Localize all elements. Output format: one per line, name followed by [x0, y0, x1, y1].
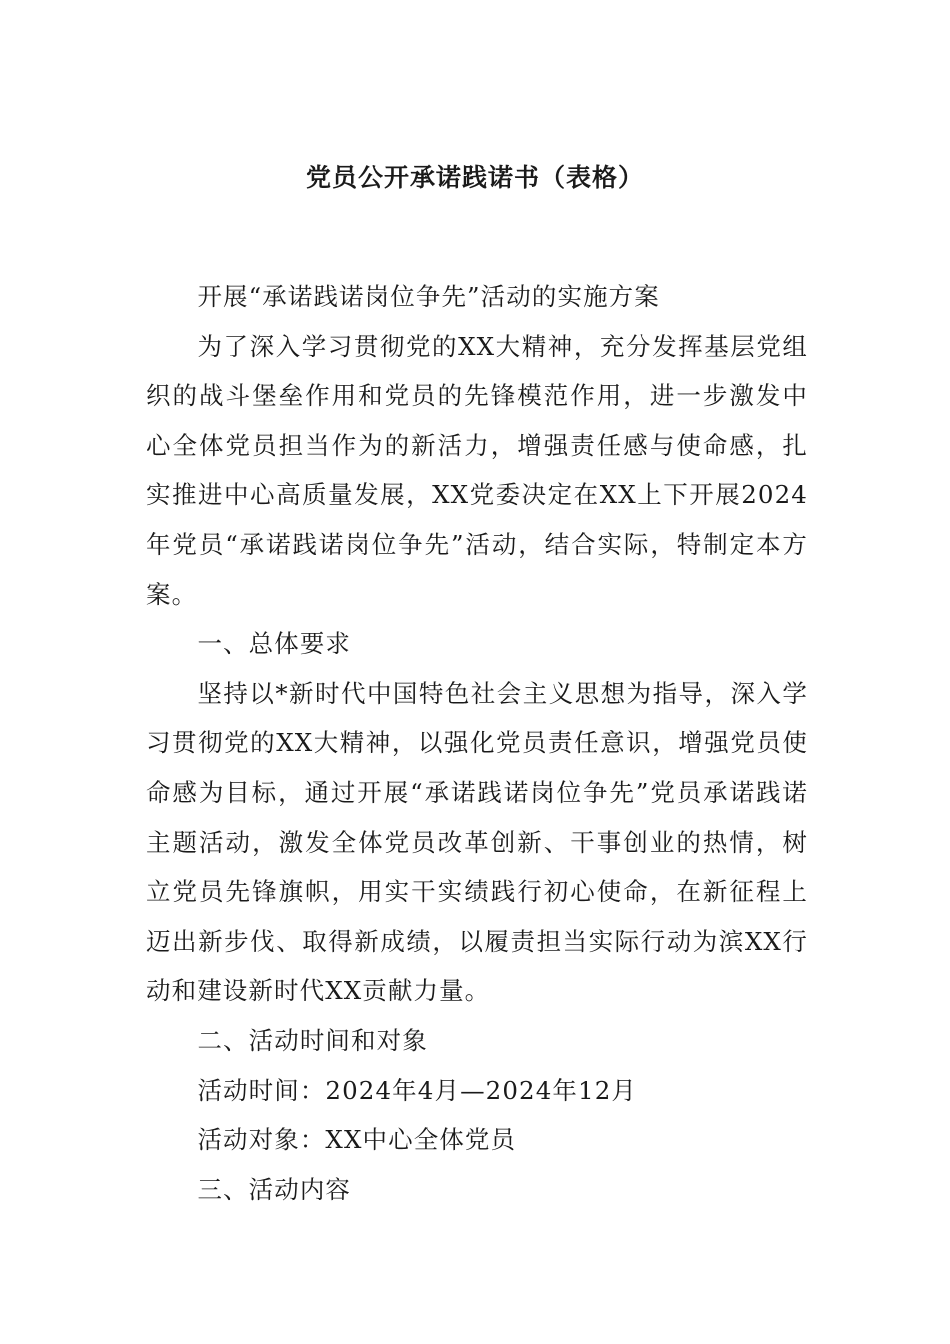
section-heading-3: 三、活动内容 — [197, 1174, 352, 1204]
document-body — [146, 272, 808, 1214]
activity-target: 活动对象：XX中心全体党员 — [197, 1125, 517, 1155]
section-heading-1: 一、总体要求 — [197, 629, 352, 659]
intro-paragraph: 为了深入学习贯彻党的XX大精神，充分发挥基层党组织的战斗堡垒作用和党员的先锋模范作用，进一步激发中心全体党员担当作为的新活力，增强责任感与使命感，扎实推进中心高质量发展，XX党委决定在XX上下开展2024年党员“承诺践诺岗位争先”活动，结合实际，特制定本方案。 — [146, 331, 808, 609]
section-heading-2: 二、活动时间和对象 — [197, 1025, 428, 1055]
requirements-paragraph: 坚持以*新时代中国特色社会主义思想为指导，深入学习贯彻党的XX大精神，以强化党员责任意识，增强党员使命感为目标，通过开展“承诺践诺岗位争先”党员承诺践诺主题活动，激发全体党员改革创新、干事创业的热情，树立党员先锋旗帜，用实干实绩践行初心使命，在新征程上迈出新步伐、取得新成绩，以履责担当实际行动为滨XX行动和建设新时代XX贡献力量。 — [146, 678, 808, 1006]
plan-heading: 开展“承诺践诺岗位争先”活动的实施方案 — [197, 282, 660, 311]
document-title: 党员公开承诺践诺书（表格） — [305, 163, 644, 192]
activity-time: 活动时间：2024年4月—2024年12月 — [197, 1075, 638, 1105]
